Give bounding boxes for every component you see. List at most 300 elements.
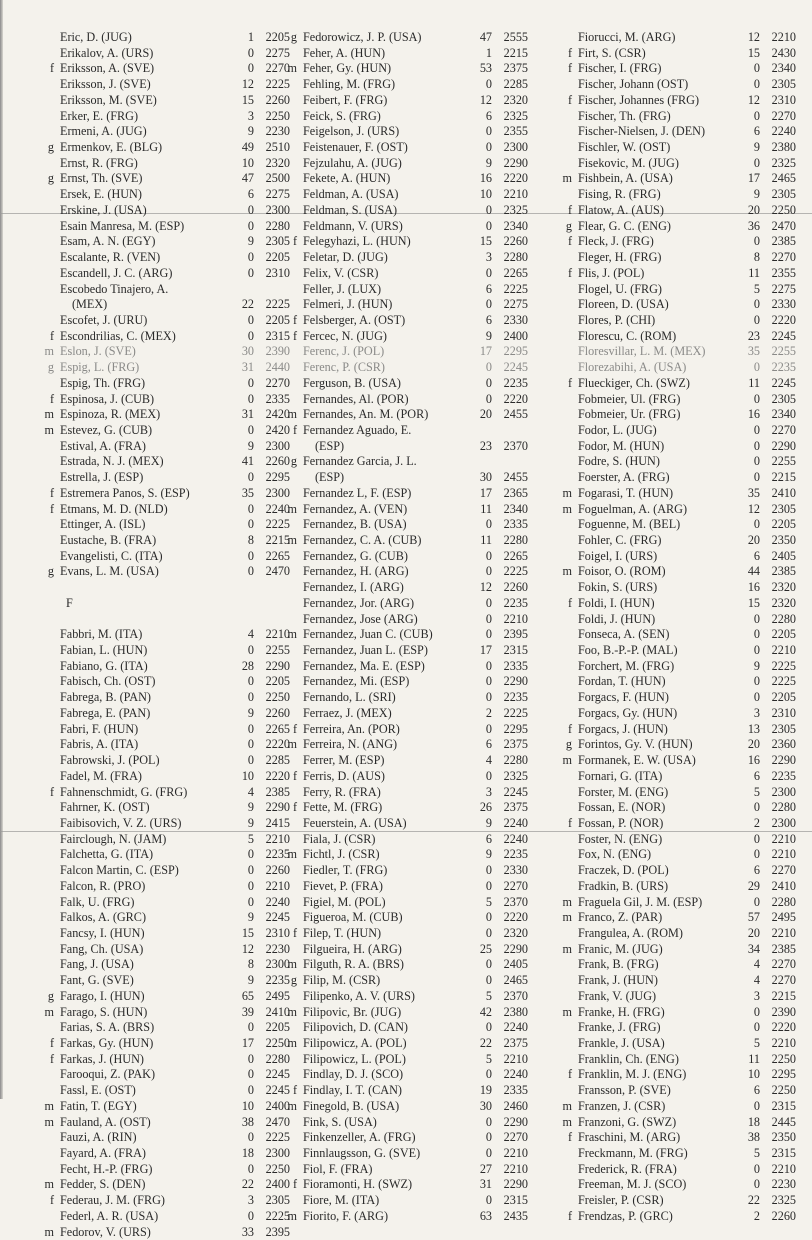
elo-rating: 2310 xyxy=(771,705,796,720)
player-entry xyxy=(558,234,796,250)
player-name: Franic, M. (JUG) xyxy=(578,941,663,956)
games-count: 20 xyxy=(747,202,760,217)
games-count: 0 xyxy=(485,878,492,893)
player-entry xyxy=(283,895,528,911)
player-entry xyxy=(283,596,528,612)
player-name: Estevez, G. (CUB) xyxy=(60,422,153,437)
player-name: Felix, V. (CSR) xyxy=(303,265,379,280)
games-count: 3 xyxy=(485,250,492,265)
player-name: Ermenkov, E. (BLG) xyxy=(60,140,163,155)
elo-rating: 2300 xyxy=(265,957,290,972)
player-entry xyxy=(283,1130,528,1146)
player-name: Frangulea, A. (ROM) xyxy=(578,925,683,940)
player-name: Franklin, M. J. (ENG) xyxy=(578,1067,687,1082)
elo-rating: 2235 xyxy=(265,973,290,988)
player-entry xyxy=(283,643,528,659)
games-count: 0 xyxy=(247,517,254,532)
games-count: 17 xyxy=(241,1036,254,1050)
elo-rating: 2225 xyxy=(771,658,796,673)
player-entry xyxy=(283,879,528,895)
games-count: 3 xyxy=(247,108,254,123)
games-count: 4 xyxy=(247,784,254,799)
elo-rating: 2225 xyxy=(503,705,528,720)
games-count: 63 xyxy=(479,1208,492,1223)
games-count: 15 xyxy=(479,234,492,249)
player-entry xyxy=(40,564,290,580)
elo-rating: 2260 xyxy=(503,580,528,595)
player-entry xyxy=(40,140,290,156)
player-name: Frank, V. (JUG) xyxy=(578,988,657,1003)
games-count: 0 xyxy=(247,1208,254,1223)
elo-rating: 2240 xyxy=(771,124,796,139)
player-entry xyxy=(558,124,796,140)
player-entry xyxy=(40,486,290,502)
games-count: 0 xyxy=(753,894,760,909)
player-name: Fossan, P. (NOR) xyxy=(578,815,664,830)
elo-rating: 2465 xyxy=(503,973,528,988)
player-entry xyxy=(40,344,290,360)
elo-rating: 2265 xyxy=(265,721,290,736)
games-count: 0 xyxy=(485,124,492,139)
elo-rating: 2240 xyxy=(503,1067,528,1082)
player-entry xyxy=(558,470,796,486)
player-entry xyxy=(40,502,290,518)
games-count: 38 xyxy=(747,1130,760,1145)
player-entry xyxy=(558,957,796,973)
games-count: 9 xyxy=(485,815,492,830)
elo-rating: 2260 xyxy=(503,234,528,249)
player-entry xyxy=(283,1193,528,1209)
player-entry xyxy=(40,1099,290,1115)
elo-rating: 2420 xyxy=(265,407,290,422)
elo-rating: 2250 xyxy=(265,690,290,705)
games-count: 12 xyxy=(241,941,254,956)
player-name: Forgacs, J. (HUN) xyxy=(578,721,668,736)
elo-rating: 2500 xyxy=(265,171,290,186)
player-entry xyxy=(558,879,796,895)
elo-rating: 2335 xyxy=(503,1083,528,1098)
player-name: Formanek, E. W. (USA) xyxy=(578,753,696,768)
games-count: 0 xyxy=(247,202,254,217)
games-count: 0 xyxy=(485,1193,492,1208)
player-entry xyxy=(40,674,290,690)
elo-rating: 2220 xyxy=(265,737,290,752)
games-count: 23 xyxy=(479,438,492,453)
player-entry xyxy=(40,171,290,187)
elo-rating: 2240 xyxy=(503,815,528,830)
player-title: g xyxy=(290,30,297,44)
player-name: Fischer, Johannes (FRG) xyxy=(578,92,700,107)
player-name: Fernandes, Al. (POR) xyxy=(303,391,409,406)
elo-rating: 2335 xyxy=(503,517,528,532)
player-name: Fiedler, T. (FRG) xyxy=(303,863,388,878)
player-entry xyxy=(283,219,528,235)
games-count: 36 xyxy=(747,218,760,233)
player-entry xyxy=(283,376,528,392)
elo-rating: 2245 xyxy=(265,1083,290,1098)
player-name: Feher, A. (HUN) xyxy=(303,45,386,60)
player-entry xyxy=(283,1083,528,1099)
player-title: g xyxy=(47,988,54,1003)
player-name: Fabisch, Ch. (OST) xyxy=(60,674,156,689)
player-entry xyxy=(558,1052,796,1068)
elo-rating: 2260 xyxy=(265,454,290,469)
games-count: 4 xyxy=(753,957,760,972)
player-name: Frankle, J. (USA) xyxy=(578,1036,665,1050)
player-entry xyxy=(283,344,528,360)
player-entry xyxy=(283,722,528,738)
player-name: Eric, D. (JUG) xyxy=(60,30,132,44)
games-count: 42 xyxy=(479,1004,492,1019)
player-entry xyxy=(40,533,290,549)
player-title: f xyxy=(567,375,572,390)
elo-rating: 2250 xyxy=(771,1051,796,1066)
player-name: Ettinger, A. (ISL) xyxy=(60,517,146,532)
elo-rating: 2205 xyxy=(265,1020,290,1035)
elo-rating: 2235 xyxy=(503,595,528,610)
games-count: 11 xyxy=(748,265,760,280)
games-count: 0 xyxy=(485,863,492,878)
player-name: Forgacs, Gy. (HUN) xyxy=(578,705,678,720)
player-name: Fairclough, N. (JAM) xyxy=(60,831,167,846)
games-count: 0 xyxy=(485,658,492,673)
games-count: 3 xyxy=(753,988,760,1003)
player-name: Flis, J. (POL) xyxy=(578,265,645,280)
player-name: Fleger, H. (FRG) xyxy=(578,250,662,265)
games-count: 10 xyxy=(479,187,492,202)
elo-rating: 2205 xyxy=(265,30,290,44)
player-title: f xyxy=(49,1051,54,1066)
player-title: m xyxy=(287,533,297,547)
player-name: Findlay, I. T. (CAN) xyxy=(303,1083,402,1098)
player-entry xyxy=(283,297,528,313)
player-name: Espig, L. (FRG) xyxy=(60,360,140,375)
player-entry xyxy=(558,1209,796,1225)
games-count: 0 xyxy=(753,61,760,76)
elo-rating: 2285 xyxy=(503,77,528,92)
player-entry xyxy=(558,769,796,785)
games-count: 30 xyxy=(241,344,254,359)
player-title: m xyxy=(562,894,572,909)
player-title: m xyxy=(562,171,572,186)
player-title: f xyxy=(292,328,297,343)
games-count: 0 xyxy=(247,1067,254,1082)
player-entry xyxy=(558,674,796,690)
elo-rating: 2315 xyxy=(503,1193,528,1208)
elo-rating: 2315 xyxy=(265,328,290,343)
player-name: Falcon, R. (PRO) xyxy=(60,878,146,893)
elo-rating: 2395 xyxy=(265,1224,290,1239)
games-count: 49 xyxy=(241,140,254,155)
elo-rating: 2225 xyxy=(503,564,528,579)
player-name: Fabian, L. (HUN) xyxy=(60,643,148,658)
player-entry xyxy=(283,313,528,329)
elo-rating: 2325 xyxy=(771,155,796,170)
player-name: Fraguela Gil, J. M. (ESP) xyxy=(578,894,703,909)
player-title: f xyxy=(567,92,572,107)
elo-rating: 2385 xyxy=(265,784,290,799)
elo-rating: 2225 xyxy=(265,517,290,532)
elo-rating: 2390 xyxy=(771,1004,796,1019)
elo-rating: 2495 xyxy=(771,910,796,925)
player-name: Fancsy, I. (HUN) xyxy=(60,925,145,940)
player-name: Filguth, R. A. (BRS) xyxy=(303,957,404,972)
player-entry xyxy=(283,769,528,785)
player-entry xyxy=(283,171,528,187)
player-name: Foguenne, M. (BEL) xyxy=(578,517,681,532)
player-name: Fernandez Aguado, E. xyxy=(303,422,412,437)
games-count: 0 xyxy=(247,391,254,406)
elo-rating: 2240 xyxy=(503,831,528,846)
games-count: 0 xyxy=(247,265,254,280)
elo-rating: 2300 xyxy=(265,438,290,453)
games-count: 0 xyxy=(485,265,492,280)
player-name: Eustache, B. (FRA) xyxy=(60,533,157,547)
player-entry xyxy=(558,486,796,502)
elo-rating: 2410 xyxy=(771,485,796,500)
games-count: 9 xyxy=(753,140,760,155)
player-name: Feletar, D. (JUG) xyxy=(303,250,388,265)
player-entry xyxy=(40,109,290,125)
elo-rating: 2305 xyxy=(771,501,796,516)
player-name: Estrada, N. J. (MEX) xyxy=(60,454,164,469)
player-name: Farago, S. (HUN) xyxy=(60,1004,148,1019)
player-title: f xyxy=(567,1130,572,1145)
player-name: Fabrowski, J. (POL) xyxy=(60,753,160,768)
player-entry xyxy=(558,77,796,93)
games-count: 23 xyxy=(747,328,760,343)
player-entry xyxy=(558,1193,796,1209)
elo-rating: 2410 xyxy=(771,878,796,893)
games-count: 0 xyxy=(247,847,254,862)
elo-rating: 2290 xyxy=(503,674,528,689)
games-count: 0 xyxy=(247,1130,254,1145)
player-name: Felsberger, A. (OST) xyxy=(303,312,406,327)
player-entry xyxy=(558,973,796,989)
player-entry xyxy=(283,989,528,1005)
games-count: 16 xyxy=(747,753,760,768)
player-name: Forintos, Gy. V. (HUN) xyxy=(578,737,693,752)
player-entry xyxy=(558,1115,796,1131)
games-count: 5 xyxy=(247,831,254,846)
games-count: 0 xyxy=(753,422,760,437)
games-count: 6 xyxy=(485,831,492,846)
player-entry xyxy=(40,282,290,298)
player-entry xyxy=(283,423,528,439)
games-count: 12 xyxy=(479,580,492,595)
player-name: Fodor, M. (HUN) xyxy=(578,438,665,453)
player-name: Espinoza, R. (MEX) xyxy=(60,407,161,422)
games-count: 9 xyxy=(247,973,254,988)
elo-rating: 2280 xyxy=(265,1051,290,1066)
games-count: 0 xyxy=(485,297,492,312)
elo-rating: 2385 xyxy=(771,941,796,956)
player-name: Figiel, M. (POL) xyxy=(303,894,386,909)
player-title: f xyxy=(292,1083,297,1098)
elo-rating: 2340 xyxy=(771,61,796,76)
elo-rating: 2210 xyxy=(503,1051,528,1066)
games-count: 0 xyxy=(485,1146,492,1161)
elo-rating: 2415 xyxy=(265,815,290,830)
player-entry xyxy=(558,533,796,549)
player-name: Filipenko, A. V. (URS) xyxy=(303,988,415,1003)
player-name: Fernandez, Jor. (ARG) xyxy=(303,595,415,610)
elo-rating: 2240 xyxy=(503,1020,528,1035)
games-count: 11 xyxy=(480,501,492,516)
games-count: 22 xyxy=(747,1193,760,1208)
games-count: 9 xyxy=(485,328,492,343)
player-title: f xyxy=(292,721,297,736)
player-name: Freeman, M. J. (SCO) xyxy=(578,1177,687,1192)
player-entry xyxy=(40,46,290,62)
elo-rating: 2270 xyxy=(503,1130,528,1145)
games-count: 53 xyxy=(479,61,492,76)
elo-rating: 2375 xyxy=(503,61,528,76)
player-title: g xyxy=(565,218,572,233)
player-entry xyxy=(40,1083,290,1099)
player-name: Federl, A. R. (USA) xyxy=(60,1208,159,1223)
player-entry xyxy=(283,1146,528,1162)
elo-rating: 2265 xyxy=(503,548,528,563)
games-count: 9 xyxy=(247,438,254,453)
elo-rating: 2300 xyxy=(771,815,796,830)
player-name: Fernandez, A. (VEN) xyxy=(303,501,408,516)
player-name: Fercec, N. (JUG) xyxy=(303,328,387,343)
player-entry xyxy=(40,250,290,266)
player-name: Fodre, S. (HUN) xyxy=(578,454,660,469)
player-entry xyxy=(40,1115,290,1131)
player-entry xyxy=(40,1209,290,1225)
player-entry xyxy=(558,502,796,518)
player-entry xyxy=(40,93,290,109)
elo-rating: 2435 xyxy=(503,1208,528,1223)
games-count: 20 xyxy=(747,737,760,752)
elo-rating: 2245 xyxy=(503,360,528,375)
player-name: Foerster, A. (FRG) xyxy=(578,470,670,485)
games-count: 9 xyxy=(247,705,254,720)
player-name: Fraczek, D. (POL) xyxy=(578,863,669,878)
player-entry xyxy=(558,737,796,753)
games-count: 19 xyxy=(479,1083,492,1098)
games-count: 8 xyxy=(247,533,254,547)
elo-rating: 2290 xyxy=(503,941,528,956)
player-name: Espinosa, J. (CUB) xyxy=(60,391,155,406)
player-entry xyxy=(40,517,290,533)
player-entry xyxy=(283,439,528,455)
player-entry xyxy=(40,313,290,329)
player-entry xyxy=(283,203,528,219)
player-entry xyxy=(558,1130,796,1146)
elo-rating: 2290 xyxy=(771,438,796,453)
elo-rating: 2455 xyxy=(503,407,528,422)
games-count: 15 xyxy=(241,92,254,107)
elo-rating: 2270 xyxy=(771,957,796,972)
player-name: Farkas, J. (HUN) xyxy=(60,1051,144,1066)
elo-rating: 2320 xyxy=(265,155,290,170)
elo-rating: 2320 xyxy=(771,595,796,610)
player-entry xyxy=(558,454,796,470)
games-count: 0 xyxy=(247,470,254,485)
games-count: 6 xyxy=(753,1083,760,1098)
games-count: 5 xyxy=(485,988,492,1003)
page-binding-edge xyxy=(0,0,3,1099)
player-name: Ferenc, J. (POL) xyxy=(303,344,385,359)
player-name: Fernandez, Juan L. (ESP) xyxy=(303,643,428,658)
player-name: Estrella, J. (ESP) xyxy=(60,470,144,485)
elo-rating: 2305 xyxy=(265,234,290,249)
player-name: Fising, R. (FRG) xyxy=(578,187,661,202)
player-name: Eslon, J. (SVE) xyxy=(60,344,136,359)
player-entry xyxy=(40,706,290,722)
elo-rating: 2220 xyxy=(503,391,528,406)
player-name: Foguelman, A. (ARG) xyxy=(578,501,688,516)
elo-rating: 2375 xyxy=(503,1036,528,1050)
player-name: Flear, G. C. (ENG) xyxy=(578,218,671,233)
player-name: Filipovic, Br. (JUG) xyxy=(303,1004,402,1019)
player-entry xyxy=(558,250,796,266)
elo-rating: 2305 xyxy=(265,1193,290,1208)
games-count: 0 xyxy=(485,548,492,563)
games-count: 0 xyxy=(485,595,492,610)
player-entry xyxy=(40,753,290,769)
games-count: 0 xyxy=(753,108,760,123)
elo-rating: 2255 xyxy=(265,643,290,658)
games-count: 12 xyxy=(479,92,492,107)
games-count: 9 xyxy=(485,155,492,170)
player-entry xyxy=(558,1036,796,1052)
games-count: 47 xyxy=(241,171,254,186)
games-count: 16 xyxy=(479,171,492,186)
elo-rating: 2220 xyxy=(771,312,796,327)
player-entry xyxy=(40,1020,290,1036)
elo-rating: 2230 xyxy=(771,1177,796,1192)
player-name: Feibert, F. (FRG) xyxy=(303,92,388,107)
elo-rating: 2235 xyxy=(503,690,528,705)
player-name: Fabri, F. (HUN) xyxy=(60,721,139,736)
player-name: Faibisovich, V. Z. (URS) xyxy=(60,815,182,830)
player-entry xyxy=(558,423,796,439)
player-name: Fernandez, I. (ARG) xyxy=(303,580,404,595)
games-count: 20 xyxy=(479,407,492,422)
elo-rating: 2215 xyxy=(503,45,528,60)
games-count: 27 xyxy=(479,1161,492,1176)
player-entry xyxy=(283,124,528,140)
games-count: 0 xyxy=(247,753,254,768)
games-count: 0 xyxy=(485,375,492,390)
games-count: 4 xyxy=(247,627,254,642)
games-count: 6 xyxy=(485,312,492,327)
elo-rating: 2210 xyxy=(771,925,796,940)
player-entry xyxy=(558,816,796,832)
player-name: Fradkin, B. (URS) xyxy=(578,878,669,893)
player-title: m xyxy=(287,407,297,422)
elo-rating: 2270 xyxy=(771,973,796,988)
elo-rating: 2385 xyxy=(771,564,796,579)
elo-rating: 2260 xyxy=(265,705,290,720)
elo-rating: 2325 xyxy=(771,1193,796,1208)
player-name: Erikalov, A. (URS) xyxy=(60,45,154,60)
player-name: Foigel, I. (URS) xyxy=(578,548,658,563)
player-name: Fernandez, H. (ARG) xyxy=(303,564,409,579)
player-title: m xyxy=(44,1004,54,1019)
player-title: m xyxy=(287,1004,297,1019)
games-count: 31 xyxy=(241,407,254,422)
player-entry xyxy=(40,392,290,408)
elo-rating: 2220 xyxy=(265,768,290,783)
player-name: Esain Manresa, M. (ESP) xyxy=(60,218,185,233)
player-title: f xyxy=(292,234,297,249)
player-title: m xyxy=(287,1098,297,1113)
